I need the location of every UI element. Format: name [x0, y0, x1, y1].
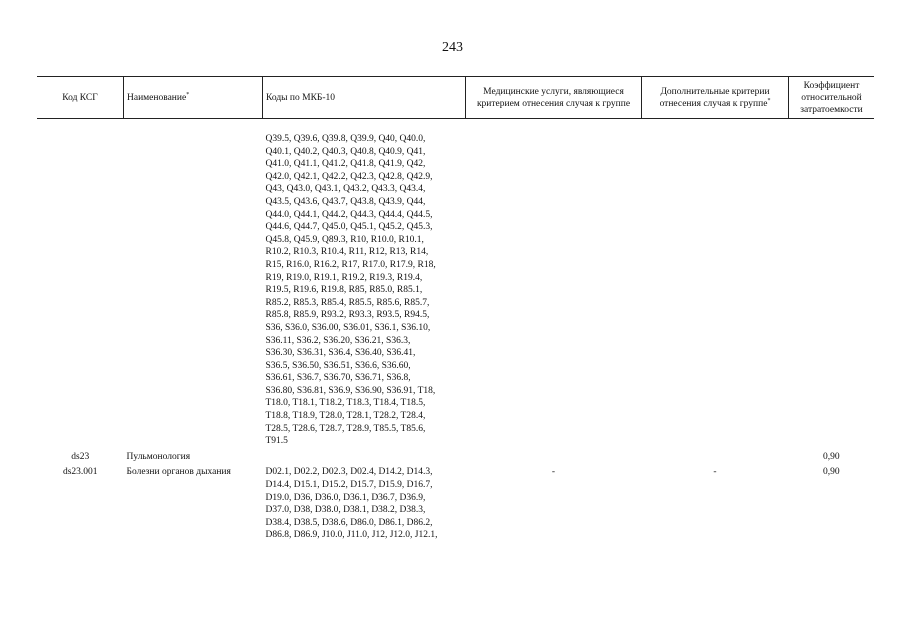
header-coefficient: Коэффициент относительной затратоемкости: [789, 77, 875, 119]
mkb-code-line: Q39.5, Q39.6, Q39.8, Q39.9, Q40, Q40.0,: [265, 134, 426, 144]
mkb-code-line: D14.4, D15.1, D15.2, D15.7, D15.9, D16.7,: [265, 480, 433, 491]
mkb-code-line: Q41.0, Q41.1, Q41.2, Q41.8, Q41.9, Q42,: [265, 159, 426, 170]
header-additional-criteria: Дополнительные критерии отнесения случая к группе*: [642, 77, 789, 119]
mkb-code-line: Q44.0, Q44.1, Q44.2, Q44.3, Q44.4, Q44.5,: [265, 209, 433, 220]
cell-med: -: [551, 467, 556, 478]
mkb-code-line: Q43, Q43.0, Q43.1, Q43.2, Q43.3, Q43.4,: [265, 184, 426, 195]
mkb-code-line: S36.30, S36.31, S36.4, S36.40, S36.41,: [265, 348, 416, 359]
cell-med: [466, 133, 642, 448]
cell-code: ds23.001: [62, 467, 98, 478]
cell-coef: 0,90: [822, 467, 840, 478]
mkb-code-line: T28.5, T28.6, T28.7, T28.9, T85.5, T85.6,: [265, 423, 426, 434]
header-code: Код КСГ: [37, 77, 124, 119]
table-header: [37, 77, 874, 119]
mkb-code-line: S36.11, S36.2, S36.20, S36.21, S36.3,: [265, 335, 411, 346]
cell-med: [466, 448, 642, 464]
cell-add: [642, 448, 789, 464]
cell-mkb-codes: [263, 133, 466, 448]
mkb-code-line: R85.8, R85.9, R93.2, R93.3, R93.5, R94.5,: [265, 310, 430, 321]
mkb-code-line: R10.2, R10.3, R10.4, R11, R12, R13, R14,: [265, 247, 429, 258]
cell-name: Пульмонология: [126, 451, 191, 462]
mkb-code-line: T18.0, T18.1, T18.2, T18.3, T18.4, T18.5,: [265, 398, 426, 409]
cell-add: -: [713, 467, 717, 478]
header-med-services: Медицинские услуги, являющиеся критерием отнесения случая к группе: [466, 77, 642, 119]
footnote-mark: *: [186, 91, 190, 98]
table-row: [37, 463, 874, 542]
mkb-code-line: D86.8, D86.9, J10.0, J11.0, J12, J12.0, J12.1,: [265, 530, 438, 541]
cell-code: [37, 133, 124, 448]
mkb-code-line: Q40.1, Q40.2, Q40.3, Q40.8, Q40.9, Q41,: [265, 146, 426, 157]
mkb-code-line: R19, R19.0, R19.1, R19.2, R19.3, R19.4,: [265, 272, 423, 283]
cell-name: [124, 133, 263, 448]
header-name: Наименование*: [124, 77, 263, 119]
page-number: 243: [442, 40, 463, 55]
mkb-code-line: D37.0, D38, D38.0, D38.1, D38.2, D38.3,: [265, 505, 426, 516]
mkb-code-line: R85.2, R85.3, R85.4, R85.5, R85.6, R85.7,: [265, 297, 430, 308]
cell-coef: [789, 133, 875, 448]
mkb-code-line: R15, R16.0, R16.2, R17, R17.0, R17.9, R18,: [265, 259, 436, 270]
mkb-code-line: R19.5, R19.6, R19.8, R85, R85.0, R85.1,: [265, 285, 423, 296]
cell-mkb-codes: [263, 448, 466, 464]
mkb-code-line: Q45.8, Q45.9, Q89.3, R10, R10.0, R10.1,: [265, 234, 424, 245]
mkb-code-line: D19.0, D36, D36.0, D36.1, D36.7, D36.9,: [265, 492, 426, 503]
mkb-code-line: D02.1, D02.2, D02.3, D02.4, D14.2, D14.3,: [265, 467, 433, 478]
table-body: [37, 119, 874, 543]
cell-coef: 0,90: [822, 451, 840, 462]
mkb-code-line: Q42.0, Q42.1, Q42.2, Q42.3, Q42.8, Q42.9,: [265, 171, 433, 182]
mkb-code-line: S36.5, S36.50, S36.51, S36.6, S36.60,: [265, 360, 411, 371]
mkb-code-line: T18.8, T18.9, T28.0, T28.1, T28.2, T28.4,: [265, 411, 426, 422]
mkb-code-line: T91.5: [265, 436, 288, 447]
header-mkb: Коды по МКБ-10: [263, 77, 466, 119]
cell-add: [642, 133, 789, 448]
mkb-code-line: Q44.6, Q44.7, Q45.0, Q45.1, Q45.2, Q45.3,: [265, 222, 433, 233]
ksg-table: [37, 76, 874, 542]
mkb-code-line: S36.61, S36.7, S36.70, S36.71, S36.8,: [265, 373, 411, 384]
cell-code: ds23: [71, 451, 90, 462]
cell-mkb-codes: [263, 463, 466, 542]
footnote-mark: *: [767, 97, 771, 104]
mkb-code-line: S36.80, S36.81, S36.9, S36.90, S36.91, T18,: [265, 385, 436, 396]
table-row-continuation: [37, 133, 874, 448]
mkb-code-line: Q43.5, Q43.6, Q43.7, Q43.8, Q43.9, Q44,: [265, 196, 426, 207]
table-row: [37, 448, 874, 464]
cell-name: Болезни органов дыхания: [126, 467, 231, 478]
mkb-code-line: D38.4, D38.5, D38.6, D86.0, D86.1, D86.2,: [265, 517, 433, 528]
mkb-code-line: S36, S36.0, S36.00, S36.01, S36.1, S36.10,: [265, 322, 431, 333]
